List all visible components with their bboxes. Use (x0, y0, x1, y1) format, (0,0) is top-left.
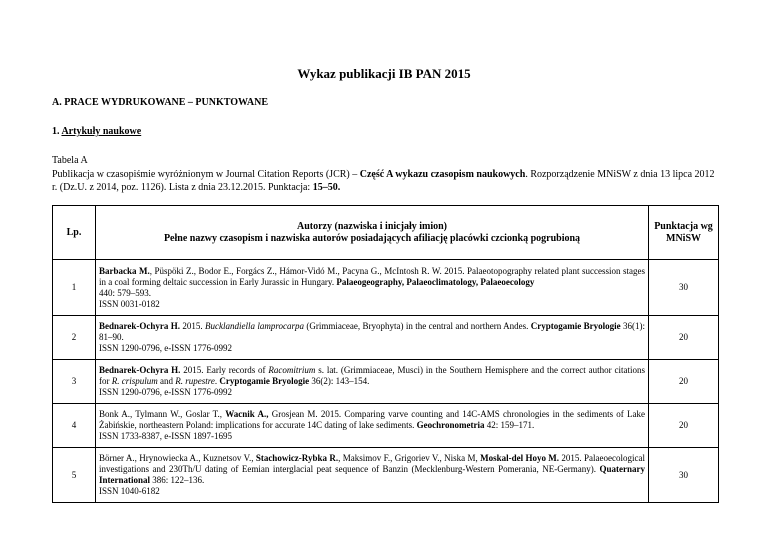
authors-title: 2015. Palaeoecological investigations and 230Th/U dating of Eemian interglacial peat sequence of Banzin (Mecklenburg-Western Pomerania, NE-Germany). (99, 453, 645, 474)
publication-title: (Grimmiaceae, Bryophyta) in the central and northern Andes. (304, 321, 531, 331)
species-name: R. rupestre (175, 376, 215, 386)
authors: Bonk A., Tylmann W., Goslar T., (99, 409, 226, 419)
section-heading-articles (52, 126, 141, 137)
table-row (53, 260, 719, 316)
species-name: Bucklandiella lamprocarpa (204, 321, 304, 331)
table-row (53, 448, 719, 503)
publication-entry (96, 404, 649, 448)
table-row (53, 360, 719, 404)
species-name: R. crispulum (111, 376, 158, 386)
table-row (53, 316, 719, 360)
journal-volume: 440: 579–593. (99, 287, 152, 298)
column-header-points-line1: Punktacja wg (654, 220, 713, 232)
points-range: 15–50. (312, 182, 341, 193)
authors-title: Grosjean M. 2015. Comparing varve counting and 14C-AMS chronologies in the sediments of Lake Żabińskie, northeastern Poland: implications for accurate 14C dating of lake sediments. (99, 409, 646, 430)
issn: ISSN 1290-0796, e-ISSN 1776-0992 (99, 343, 233, 353)
issn: ISSN 1040-6182 (99, 486, 160, 496)
affiliated-author: Moskal-del Hoyo M. (480, 453, 560, 463)
table-description (52, 168, 717, 194)
points-value: 20 (649, 360, 719, 404)
authors: Börner A., Hrynowiecka A., Kuznetsov V., (99, 453, 256, 463)
journal-volume: 386: 122–136. (150, 475, 205, 485)
publication-title-cont: s. lat. (Grimmiaceae, Musci) in the Southern Hemisphere and the correct author citations for (99, 365, 645, 386)
journal-name: Quaternary International (99, 464, 645, 485)
table-header-row (53, 206, 719, 260)
column-header-authors-line1: Autorzy (nazwiska i inicjały imion) (297, 220, 447, 232)
affiliated-author: Bednarek-Ochyra H. (99, 321, 180, 331)
publication-title: 2015. Early records of (180, 365, 269, 375)
column-header-lp: Lp. (53, 206, 96, 260)
row-number: 1 (53, 260, 96, 316)
punctuation: . (214, 376, 220, 386)
section-number: 1. (52, 126, 62, 137)
section-heading-a: A. PRACE WYDRUKOWANE – PUNKTOWANE (52, 97, 269, 108)
column-header-authors-line2: Pełne nazwy czasopism i nazwiska autorów posiadających afiliację placówki czcionką pogrubioną (163, 232, 581, 244)
journal-volume: 42: 159–171. (484, 420, 535, 430)
journal-name: Palaeogeography, Palaeoclimatology, Palaeoecology (336, 276, 535, 287)
publication-year: 2015. (179, 321, 205, 331)
description-text: Publikacja w czasopiśmie wyróżnionym w Journal Citation Reports (JCR) – (52, 169, 360, 180)
publications-table (52, 205, 719, 503)
publication-entry (96, 260, 649, 316)
journal-volume: 36(2): 143–154. (309, 376, 370, 386)
affiliated-author: Wacnik A., (225, 409, 269, 419)
journal-name: Geochronometria (416, 420, 485, 430)
row-number: 2 (53, 316, 96, 360)
publication-entry (96, 360, 649, 404)
affiliated-author: Barbacka M. (99, 265, 150, 276)
column-header-points (649, 206, 719, 260)
affiliated-author: Stachowicz-Rybka R. (255, 453, 339, 463)
page-title: Wykaz publikacji IB PAN 2015 (297, 66, 471, 81)
points-value: 20 (649, 404, 719, 448)
description-text-2: . Rozporządzenie MNiSW z dnia 13 lipca 2012 r. (Dz.U. z 2014, poz. 1126). Lista z dnia 23.12.2015. Punktacja: (52, 169, 715, 193)
journal-name: Cryptogamie Bryologie (219, 376, 310, 386)
journal-name: Cryptogamie Bryologie (530, 321, 621, 331)
genus-name: Racomitrium (268, 365, 316, 375)
publication-entry (96, 316, 649, 360)
column-header-authors (96, 206, 649, 260)
column-header-points-line2: MNiSW (666, 232, 701, 244)
row-number: 4 (53, 404, 96, 448)
issn: ISSN 1290-0796, e-ISSN 1776-0992 (99, 387, 233, 397)
conjunction: and (157, 376, 176, 386)
points-value: 30 (649, 448, 719, 503)
points-value: 30 (649, 260, 719, 316)
row-number: 5 (53, 448, 96, 503)
section-label: Artykuły naukowe (61, 126, 142, 137)
journal-volume: 36(1): 81–90. (99, 321, 646, 342)
affiliated-author: Bednarek-Ochyra H. (99, 365, 181, 375)
authors: , Maksimov F., Grigoriev V., Niska M, (338, 453, 481, 463)
row-number: 3 (53, 360, 96, 404)
table-row (53, 404, 719, 448)
points-value: 20 (649, 316, 719, 360)
table-label: Tabela A (52, 155, 88, 166)
publication-entry (96, 448, 649, 503)
authors-title: , Püspöki Z., Bodor E., Forgács Z., Hámor-Vidó M., Pacyna G., McIntosh R. W. 2015. Palaeotopography related plant succession stages in a coal forming deltaic succession in Early Jurassic in Hungary. (99, 265, 646, 287)
issn: ISSN 1733-8387, e-ISSN 1897-1695 (99, 431, 233, 441)
issn: ISSN 0031-0182 (99, 298, 160, 309)
description-emphasis: Część A wykazu czasopism naukowych (359, 169, 526, 180)
